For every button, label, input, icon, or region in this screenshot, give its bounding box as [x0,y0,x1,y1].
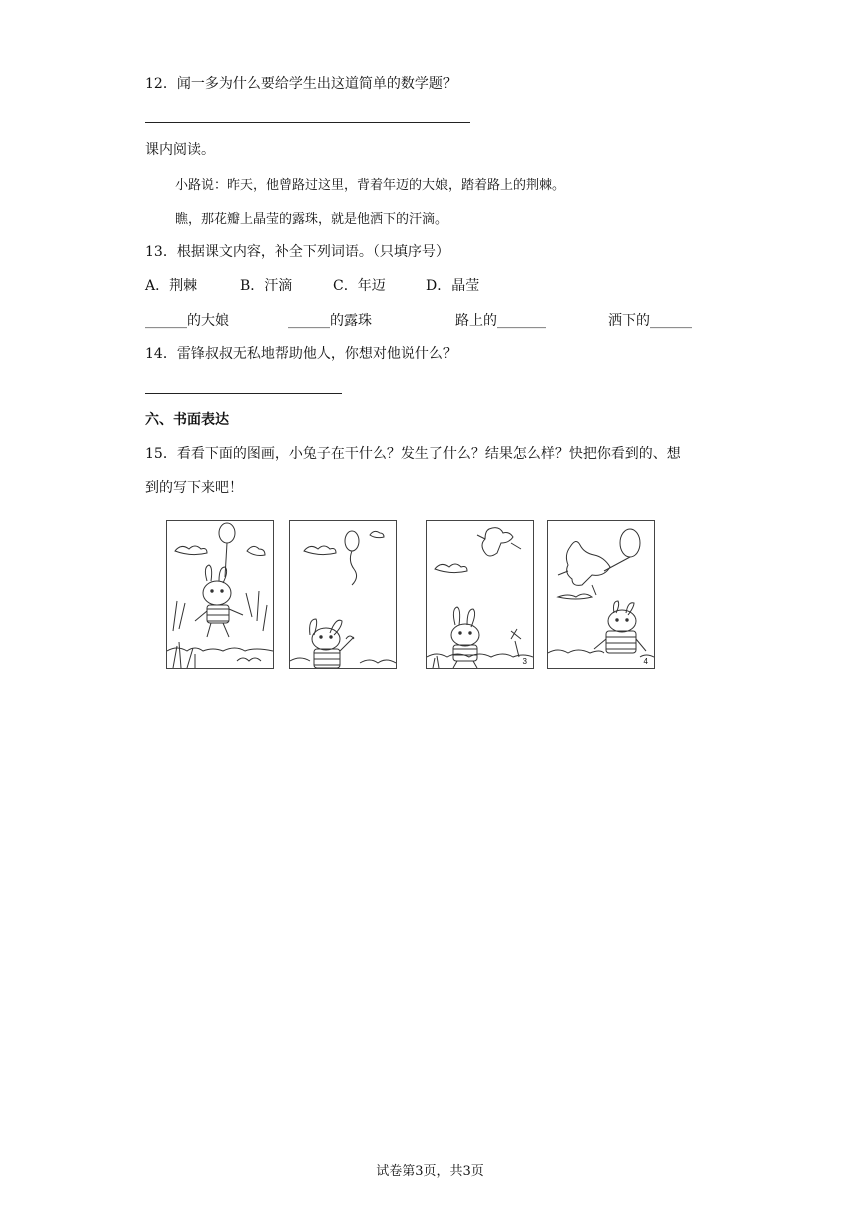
option-d: D．晶莹 [426,278,480,294]
page-footer: 试卷第3页，共3页 [376,1164,484,1179]
reading-passage-line-2: 瞧，那花瓣上晶莹的露珠，就是他洒下的汗滴。 [175,212,449,227]
fill-blank-1[interactable]: ______的大娘 [145,313,229,329]
option-b: B．汗滴 [240,278,293,294]
picture-panel-2 [289,520,397,669]
question-14: 14．雷锋叔叔无私地帮助他人，你想对他说什么？ [145,346,457,362]
reading-heading: 课内阅读。 [145,142,215,158]
option-a: A．荆棘 [145,278,198,294]
picture-panel-3 [426,520,534,669]
reading-passage-line-1: 小路说：昨天，他曾路过这里，背着年迈的大娘，踏着路上的荆棘。 [175,178,566,193]
question-15-line-2: 到的写下来吧！ [145,480,243,496]
question-15-line-1: 15．看看下面的图画，小兔子在干什么？发生了什么？结果怎么样？快把你看到的、想 [145,446,681,462]
answer-line-14[interactable] [145,393,342,394]
panel-number-3: 3 [522,657,527,666]
fill-blank-2[interactable]: ______的露珠 [288,313,372,329]
answer-line-12[interactable] [145,122,470,123]
option-c: C．年迈 [333,278,386,294]
panel-number-4: 4 [643,657,648,666]
picture-panel-4 [547,520,655,669]
fill-blank-4[interactable]: 洒下的______ [608,313,692,329]
section-title: 六、书面表达 [145,412,229,428]
picture-panel-1 [166,520,274,669]
fill-blank-3[interactable]: 路上的_______ [455,313,546,329]
question-12: 12．闻一多为什么要给学生出这道简单的数学题？ [145,76,457,92]
question-13: 13．根据课文内容，补全下列词语。（只填序号） [145,244,450,260]
